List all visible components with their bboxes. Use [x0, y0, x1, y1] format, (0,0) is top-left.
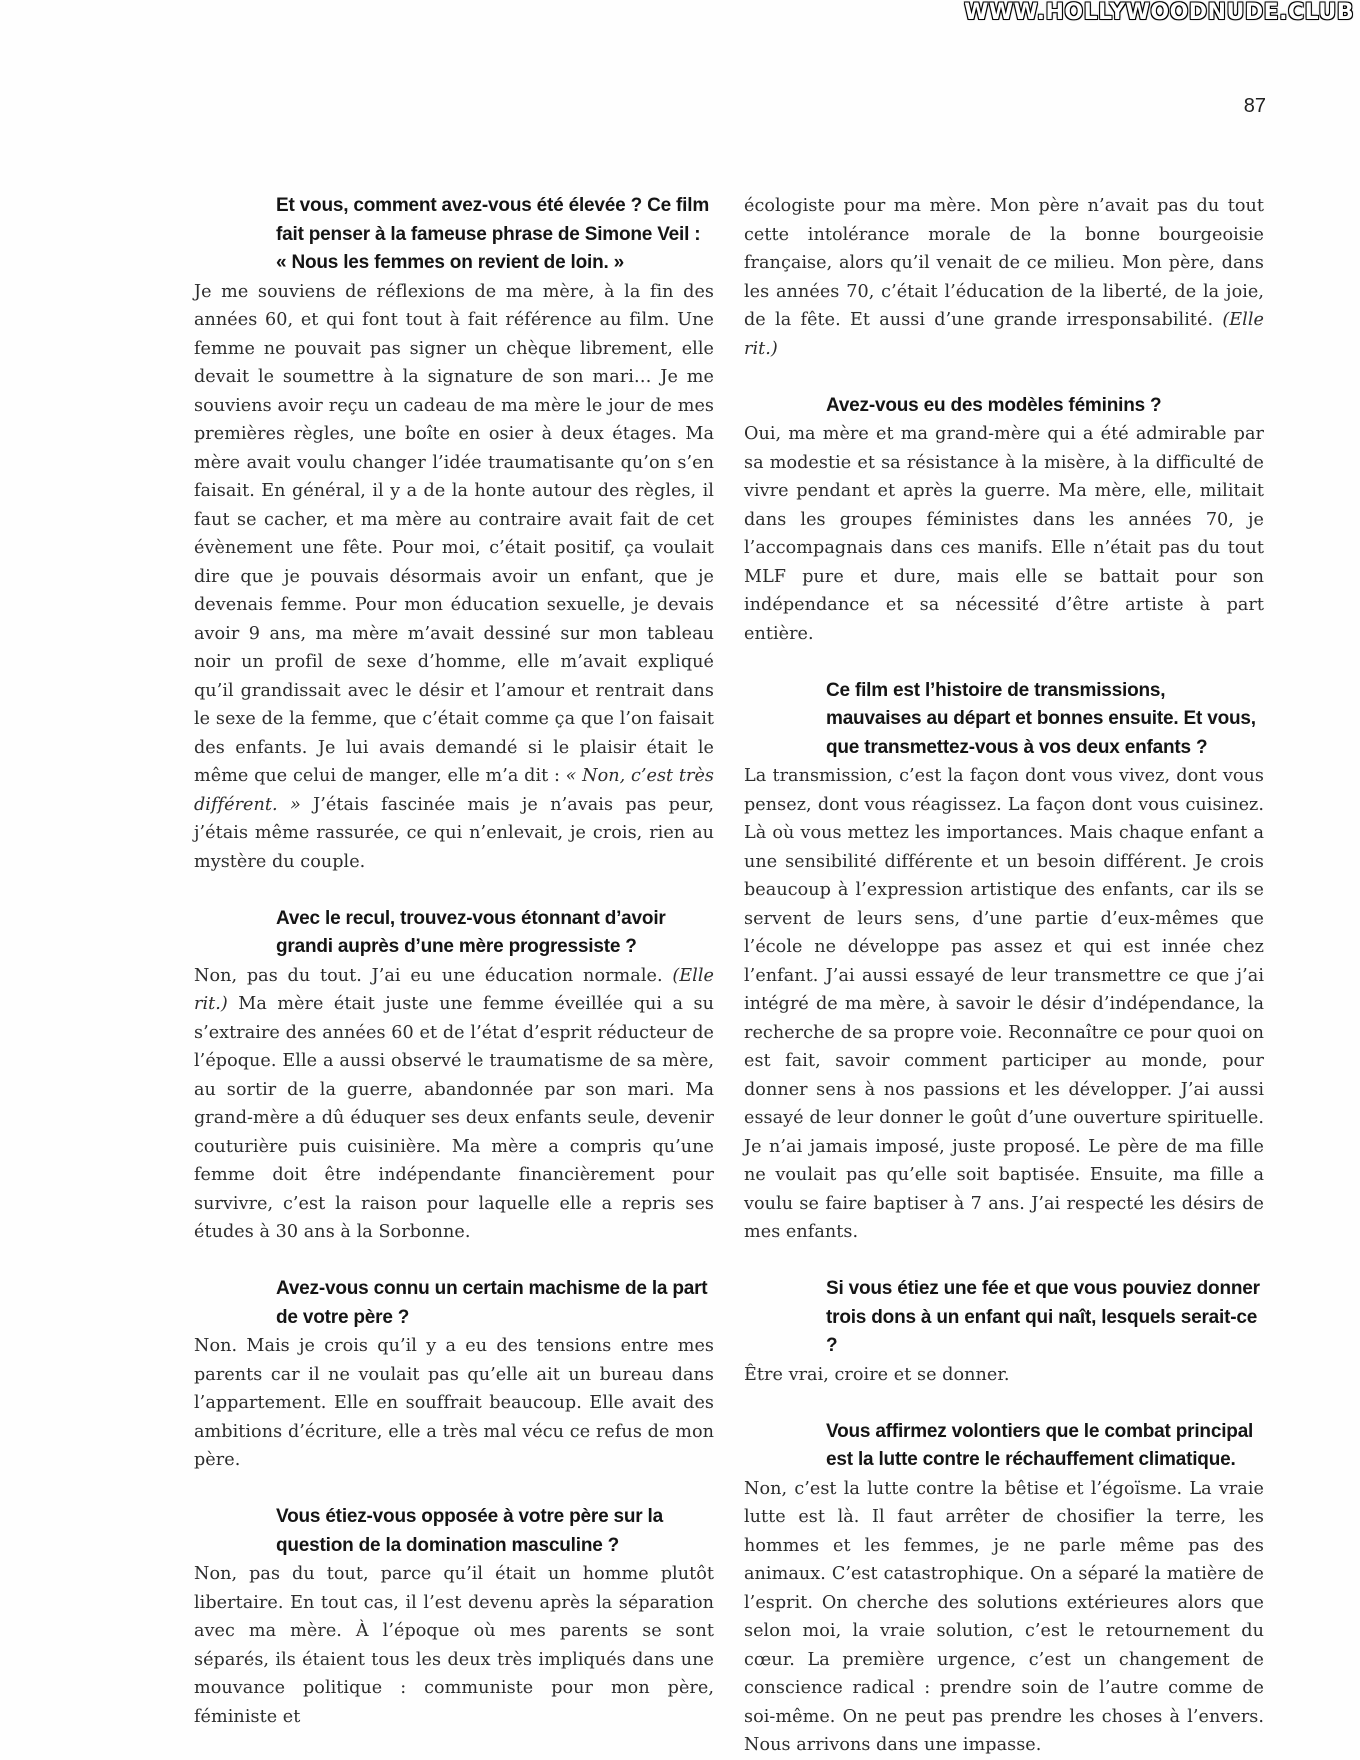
answer-5: Oui, ma mère et ma grand-mère qui a été admirable par sa modestie et sa résistance à la misère, à la difficulté de vivre pendant et après la guerre. Ma mère, elle, militait dans les groupes féministes dans les années 70, je l’accompagnais dans ces manifs. Elle n’était pas du tout MLF pure et dure, mais elle se battait pour son indépendance et sa nécessité d’être artiste à part entière. — [744, 424, 1264, 644]
answer-1: Je me souviens de réflexions de ma mère, à la fin des années 60, et qui font tout à fait référence au film. Une femme ne pouvait pas signer un chèque librement, elle devait le soumettre à la signature de son mari… Je me souviens avoir reçu un cadeau de ma mère le jour de mes premières règles, une boîte en osier à deux étages. Ma mère avait voulu changer l’idée traumatisante qu’on s’en faisait. En général, il y a de la honte autour des règles, il faut se cacher, et ma mère au contraire avait fait de cet évènement une fête. Pour moi, c’était positif, ça voulait dire que je pouvais désormais avoir un enfant, que je devenais femme. Pour mon éducation sexuelle, je devais avoir 9 ans, ma mère m’avait dessiné sur mon tableau noir un profil de sexe d’homme, elle m’avait expliqué qu’il grandissait avec le désir et l’amour et rentrait dans le sexe de la femme, que c’était comme ça que l’on faisait des enfants. Je lui avais demandé si le plaisir était le même que celui de manger, elle m’a dit : « Non, c’est très différent. » J’étais fascinée mais je n’avais pas peur, j’étais même rassurée, ce qui n’enlevait, je crois, rien au mystère du couple. — [194, 281, 714, 872]
answer-6: La transmission, c’est la façon dont vous vivez, dont vous pensez, dont vous réagissez. La façon dont vous cuisinez. Là où vous mettez les importances. Mais chaque enfant a une sensibilité différente et un besoin différent. Je crois beaucoup à l’expression artistique des enfants, car ils se servent de leurs sens, d’une partie d’eux-mêmes que l’école ne développe pas assez et qui est innée chez l’enfant. J’ai aussi essayé de leur transmettre ce que j’ai intégré de ma mère, à savoir le désir d’indépendance, la recherche de sa propre voie. Reconnaître ce pour quoi on est fait, savoir comment participer au monde, pour donner sens à nos passions et les développer. J’ai aussi essayé de leur donner le goût d’une ouverture spirituelle. Je n’ai jamais imposé, juste proposé. Le père de ma fille ne voulait pas qu’elle soit baptisée. Ensuite, ma fille a voulu se faire baptiser à 7 ans. J’ai respecté les désirs de mes enfants. — [744, 766, 1264, 1242]
answer-2: Non, pas du tout. J’ai eu une éducation normale. (Elle rit.) Ma mère était juste une femme éveillée qui a su s’extraire des années 60 et de l’état d’esprit réducteur de l’époque. Elle a aussi observé le traumatisme de sa mère, au sortir de la guerre, abandonnée par son mari. Ma grand-mère a dû éduquer ses deux enfants seule, devenir couturière puis cuisinière. Ma mère a compris qu’une femme doit être indépendante financièrement pour survivre, c’est la raison pour laquelle elle a repris ses études à 30 ans à la Sorbonne. — [194, 965, 714, 1242]
right-column — [744, 192, 1264, 1760]
answer-8: Non, c’est la lutte contre la bêtise et l’égoïsme. La vraie lutte est là. Il faut arrêter de chosifier la terre, les hommes et les femmes, je ne parle même pas des animaux. C’est catastrophique. On a séparé la matière de l’esprit. On cherche des solutions extérieures alors que selon moi, la vraie solution, c’est le retournement du cœur. La première urgence, c’est un changement de conscience radical : prendre soin de l’autre comme de soi-même. On ne peut pas prendre les choses à l’envers. Nous arrivons dans une impasse. — [744, 1478, 1264, 1755]
watermark-text: WWW.HOLLYWOODNUDE.CLUB — [964, 0, 1354, 25]
answer-7: Être vrai, croire et se donner. — [744, 1364, 1010, 1385]
answer-2-aside: (Elle rit.) — [194, 965, 714, 1014]
answer-4-aside: (Elle rit.) — [744, 310, 1264, 359]
answer-4: Non, pas du tout, parce qu’il était un homme plutôt libertaire. En tout cas, il l’est devenu après la séparation avec ma mère. À l’époque où mes parents se sont séparés, ils étaient tous les deux très impliqués dans une mouvance politique : communiste pour mon père, féministe et — [194, 1564, 714, 1727]
answer-3: Non. Mais je crois qu’il y a eu des tensions entre mes parents car il ne voulait pas qu’elle ait un bureau dans l’appartement. Elle en souffrait beaucoup. Elle avait des ambitions d’écriture, elle a très mal vécu ce refus de mon père. — [194, 1336, 714, 1470]
question-7: Si vous étiez une fée et que vous pouviez donner trois dons à un enfant qui naît, lesquels serait-ce ? — [826, 1278, 1260, 1356]
question-6: Ce film est l’histoire de transmissions, mauvaises au départ et bonnes ensuite. Et vous, que transmettez-vous à vos deux enfants ? — [826, 679, 1256, 758]
question-2: Avec le recul, trouvez-vous étonnant d’avoir grandi auprès d’une mère progressiste ? — [276, 907, 666, 957]
question-4: Vous étiez-vous opposée à votre père sur la question de la domination masculine ? — [276, 1506, 664, 1556]
question-3: Avez-vous connu un certain machisme de la part de votre père ? — [276, 1278, 708, 1328]
left-column — [194, 192, 714, 1731]
page-number: 87 — [1243, 95, 1266, 117]
question-8: Vous affirmez volontiers que le combat principal est la lutte contre le réchauffement climatique. — [826, 1420, 1254, 1470]
answer-4-continued: écologiste pour ma mère. Mon père n’avait pas du tout cette intolérance morale de la bonne bourgeoisie française, alors qu’il venait de ce milieu. Mon père, dans les années 70, c’était l’éducation de la liberté, de la joie, de la fête. Et aussi d’une grande irresponsabilité. (Elle rit.) — [744, 196, 1264, 359]
question-5: Avez-vous eu des modèles féminins ? — [826, 394, 1162, 416]
answer-1-quote: « Non, c’est très différent. » — [194, 766, 714, 815]
question-1: Et vous, comment avez-vous été élevée ? Ce film fait penser à la fameuse phrase de Simone Veil : « Nous les femmes on revient de loin. » — [276, 195, 710, 273]
